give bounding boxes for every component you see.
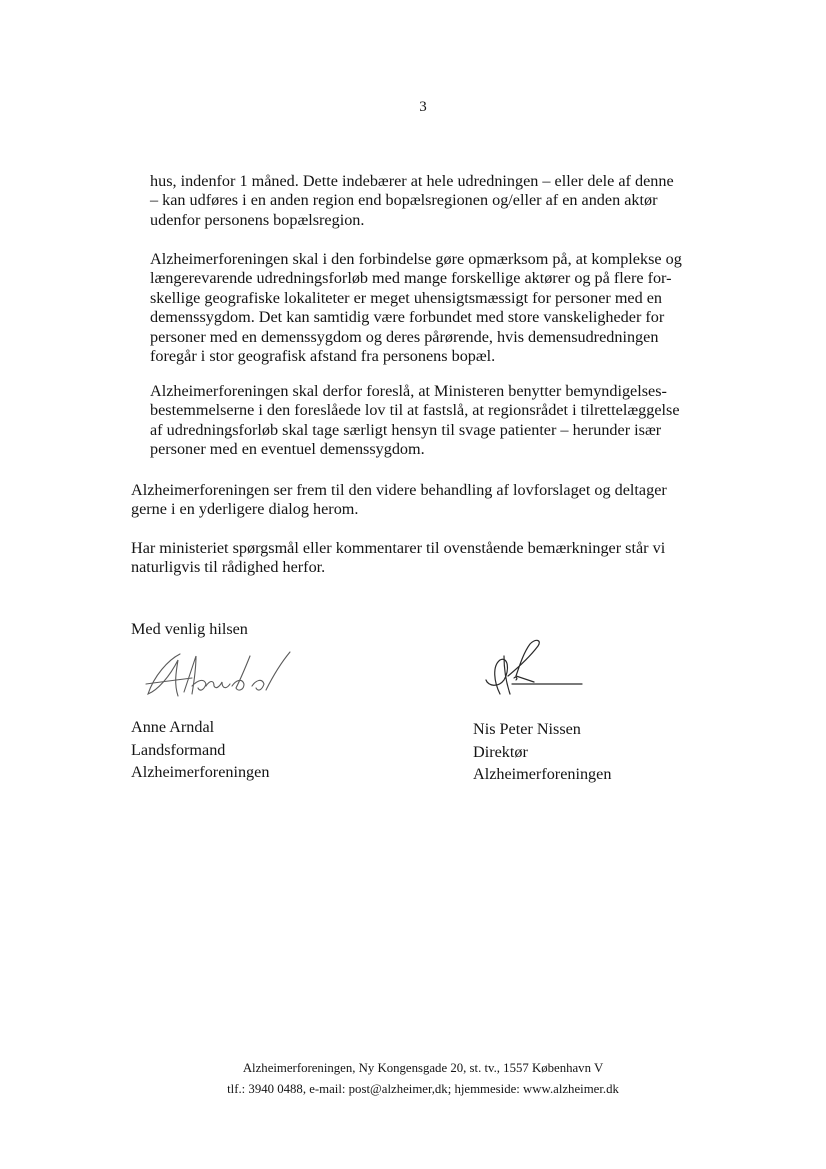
body-paragraph [131, 481, 667, 520]
text-line: Har ministeriet spørgsmål eller kommentarer til ovenstående bemærkninger står vi [131, 539, 666, 557]
text-line: foregår i stor geografisk afstand fra personens bopæl. [150, 347, 496, 366]
text-line: udenfor personens bopælsregion. [150, 210, 365, 229]
signatory-title: Direktør [473, 742, 528, 761]
text-line: personer med en eventuel demenssygdom. [150, 440, 425, 459]
text-line: skellige geografiske lokaliteter er meget uhensigtsmæssigt for personer med en [150, 288, 663, 307]
body-paragraph [150, 250, 682, 366]
text-line: naturligvis til rådighed herfor. [131, 558, 326, 577]
signatory-name: Nis Peter Nissen [473, 720, 581, 738]
text-line: hus, indenfor 1 måned. Dette indebærer at hele udredningen – eller dele af denne [150, 172, 674, 190]
body-paragraph [150, 172, 674, 230]
signatory-block-left [131, 716, 269, 784]
body-paragraph [150, 382, 680, 460]
text-line: Alzheimerforeningen ser frem til den videre behandling af lovforslaget og deltager [131, 481, 667, 499]
signatory-organization: Alzheimerforeningen [473, 765, 612, 783]
footer-contact: tlf.: 3940 0488, e-mail: post@alzheimer,dk; hjemmeside: www.alzheimer.dk [227, 1082, 619, 1096]
signature-anne-arndal [140, 646, 310, 706]
signature-nis-peter-nissen [478, 636, 588, 704]
signatory-organization: Alzheimerforeningen [131, 763, 270, 781]
signature-text: A Arndal [140, 646, 144, 647]
text-line: gerne i en yderligere dialog herom. [131, 500, 359, 519]
page-number: 3 [419, 99, 427, 115]
text-line: demenssygdom. Det kan samtidig være forbundet med store vanskeligheder for [150, 308, 665, 327]
body-paragraph [131, 539, 665, 578]
text-line: Alzheimerforeningen skal derfor foreslå, at Ministeren benytter bemyndigelses- [150, 382, 667, 400]
signatory-block-right [473, 718, 611, 786]
text-line: Alzheimerforeningen skal i den forbindelse gøre opmærksom på, at komplekse og [150, 250, 682, 268]
text-line: længerevarende udredningsforløb med mange forskellige aktører og på flere for- [150, 269, 672, 288]
text-line: – kan udføres i en anden region end bopælsregionen og/eller af en anden aktør [150, 191, 658, 210]
signatory-name: Anne Arndal [131, 718, 215, 736]
signatory-title: Landsformand [131, 740, 226, 759]
text-line: af udredningsforløb skal tage særligt hensyn til svage patienter – herunder især [150, 420, 662, 439]
footer-address: Alzheimerforeningen, Ny Kongensgade 20, st. tv., 1557 København V [242, 1061, 604, 1075]
closing-salutation: Med venlig hilsen [131, 620, 248, 638]
text-line: personer med en demenssygdom og deres pårørende, hvis demensudredningen [150, 327, 659, 346]
text-line: bestemmelserne i den foreslåede lov til at fastslå, at regionsrådet i tilrettelæggelse [150, 401, 680, 420]
